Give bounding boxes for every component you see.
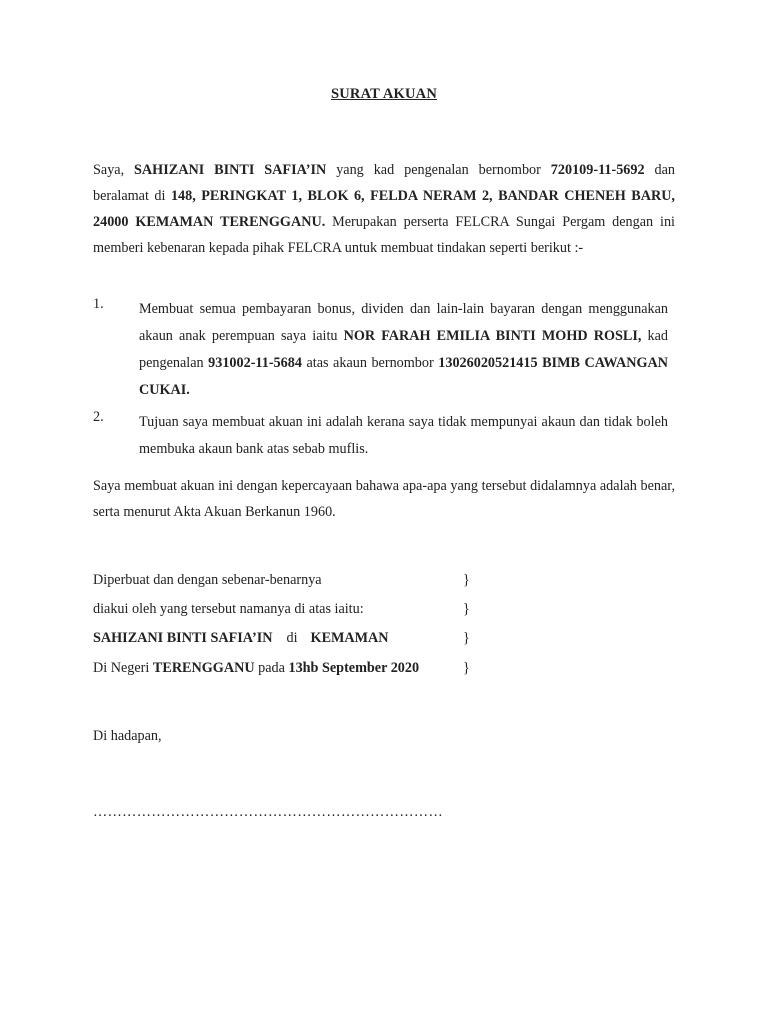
intro-text: yang kad pengenalan bernombor xyxy=(326,162,551,178)
declaration-di: di xyxy=(286,630,298,646)
declarant-name: SAHIZANI BINTI SAFIA’IN xyxy=(93,630,273,646)
declaration-place: KEMAMAN xyxy=(310,630,389,646)
declaration-row xyxy=(93,660,483,684)
declaration-state: TERENGGANU xyxy=(152,660,255,676)
account-number: 13026020521415 BIMB CAWANGAN CUKAI. xyxy=(139,355,669,398)
document-title: SURAT AKUAN xyxy=(330,86,437,102)
intro-text: dan beralamat di xyxy=(93,162,675,204)
declaration-brace: } xyxy=(463,660,470,676)
list-item-number: 1. xyxy=(93,296,104,312)
declaration-row xyxy=(93,630,483,654)
list-item-text: Tujuan saya membuat akuan ini adalah kerana saya tidak mempunyai akaun dan tidak boleh membuka akaun bank atas sebab muflis. xyxy=(139,414,668,457)
declaration-text: Diperbuat dan dengan sebenar-benarnya xyxy=(93,572,322,588)
declaration-text xyxy=(93,630,389,647)
declarant-ic-number: 720109-11-5692 xyxy=(550,162,645,178)
declaration-brace: } xyxy=(463,572,470,588)
declaration-date: 13hb September 2020 xyxy=(288,660,420,676)
daughter-name: NOR FARAH EMILIA BINTI MOHD ROSLI, xyxy=(343,328,642,344)
declaration-row xyxy=(93,601,483,625)
declaration-text xyxy=(93,660,419,677)
declaration-row xyxy=(93,572,483,596)
declaration-text: diakui oleh yang tersebut namanya di atas iaitu: xyxy=(93,601,364,617)
intro-text: Saya, xyxy=(93,162,135,178)
item-text: kad pengenalan xyxy=(139,328,668,371)
declarant-name: SAHIZANI BINTI SAFIA’IN xyxy=(134,162,327,178)
declarant-address: 148, PERINGKAT 1, BLOK 6, FELDA NERAM 2, BANDAR CHENEH BARU, 24000 KEMAMAN TERENGGANU. xyxy=(93,188,675,230)
list-item-text xyxy=(139,296,668,404)
item-text: atas akaun bernombor xyxy=(301,355,439,371)
declaration-brace: } xyxy=(463,601,470,617)
item-text: Membuat semua pembayaran bonus, dividen dan lain-lain bayaran dengan menggunakan akaun anak perempuan saya iaitu xyxy=(139,301,668,344)
intro-text: Merupakan perserta FELCRA Sungai Pergam dengan ini memberi kebenaran kepada pihak FELCRA untuk membuat tindakan seperti berikut :- xyxy=(93,214,676,256)
daughter-ic-number: 931002-11-5684 xyxy=(208,355,302,371)
before-label: Di hadapan, xyxy=(93,728,162,744)
intro-paragraph xyxy=(93,157,675,261)
declaration-text: pada xyxy=(254,660,289,676)
list-item-number: 2. xyxy=(93,409,104,425)
signature-line: ……………………………………………………………… xyxy=(93,804,444,820)
declaration-brace: } xyxy=(463,630,470,646)
closing-paragraph: Saya membuat akuan ini dengan kepercayaan bahawa apa-apa yang tersebut didalamnya adalah benar, serta menurut Akta Akuan Berkanun 1960. xyxy=(93,478,675,520)
declaration-text: Di Negeri xyxy=(93,660,153,676)
